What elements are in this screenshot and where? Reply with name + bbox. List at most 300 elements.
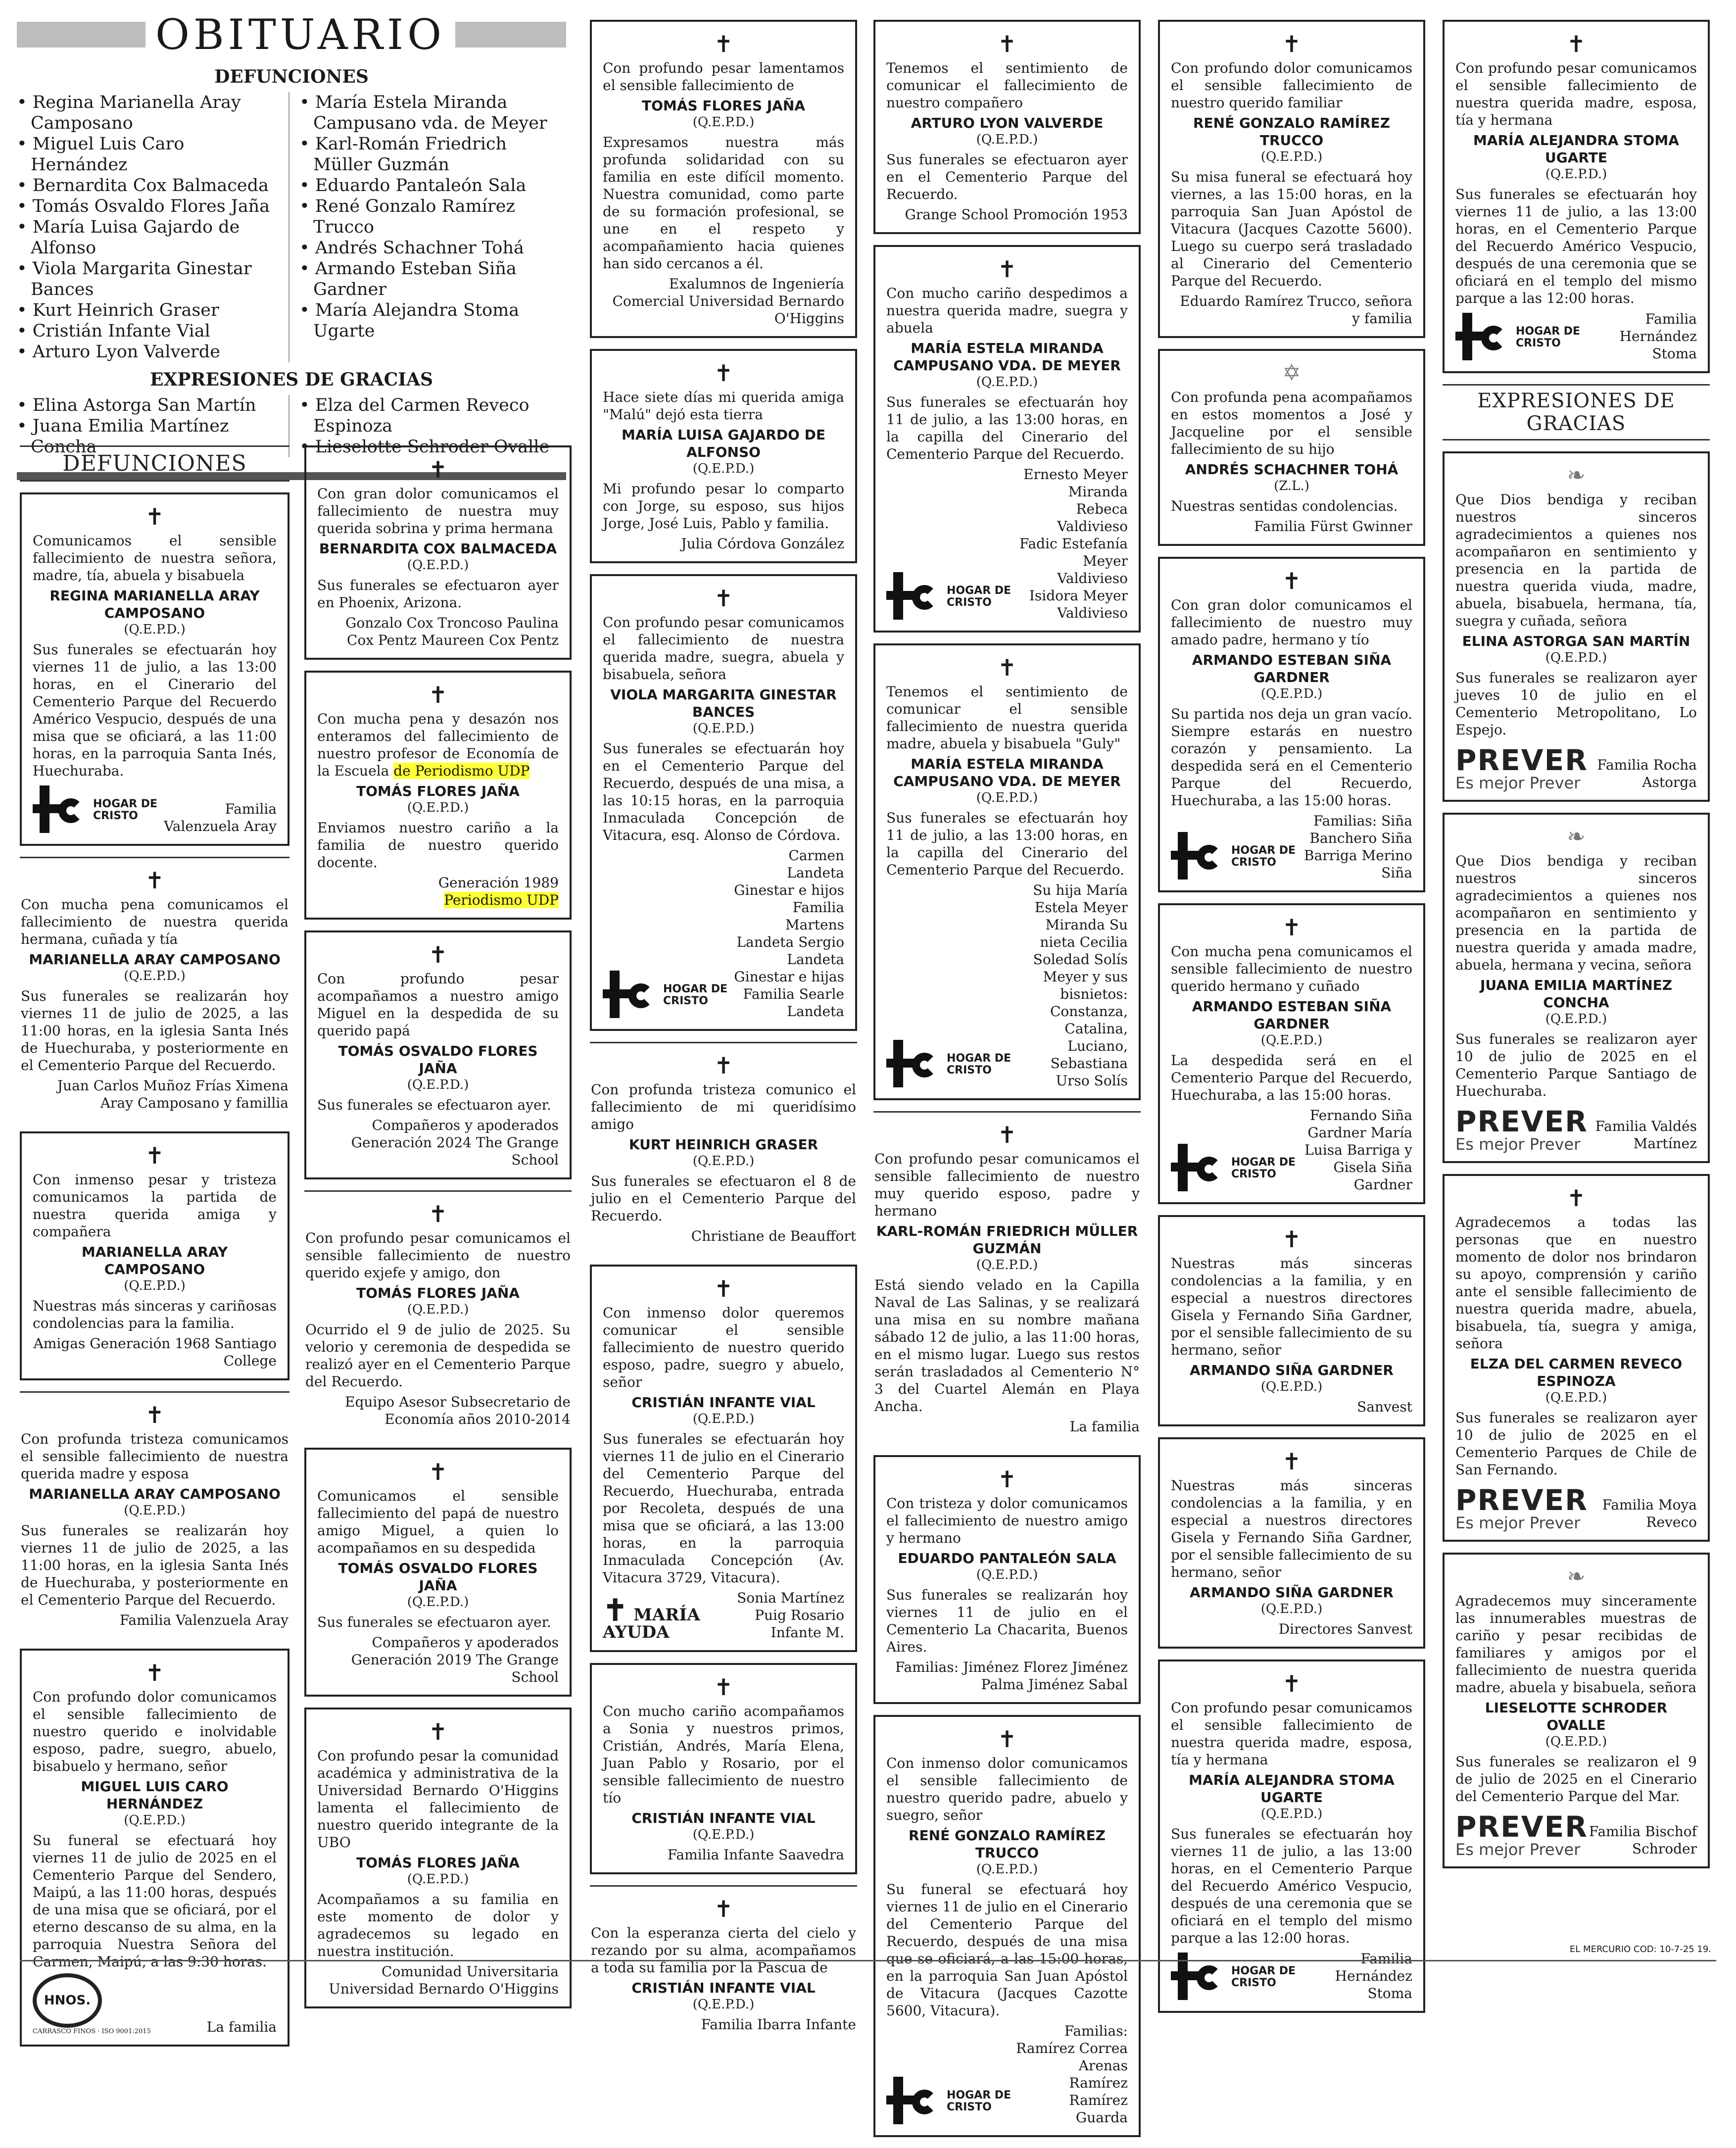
qepd-label: (Q.E.P.D.) [407, 1302, 469, 1317]
deceased-name: ARMANDO ESTEBAN SIÑA GARDNER [1192, 998, 1392, 1032]
prever-logo-tagline: Es mejor Prever [1455, 774, 1581, 792]
logo-stroke [886, 2096, 916, 2104]
cross-icon: ✝ [428, 1718, 448, 1745]
hogar-de-cristo-logo [886, 2077, 1016, 2126]
prever-logo-tagline: Es mejor Prever [1455, 1840, 1581, 1859]
logo-stroke [1197, 1157, 1221, 1181]
cross-icon: ✝ [145, 503, 164, 530]
hogar-de-cristo-mark [33, 785, 87, 835]
notice-logo-slot [1455, 310, 1585, 362]
qepd-label: (Q.E.P.D.) [692, 1154, 755, 1169]
qepd-label: (Q.E.P.D.) [124, 969, 186, 983]
logo-stroke [912, 585, 937, 610]
notice-footer [1171, 1620, 1412, 1638]
hogar-de-cristo-text: HOGAR DE CRISTO [947, 585, 1012, 609]
cross-icon: ✝ [428, 941, 448, 968]
qepd-label: (Q.E.P.D.) [407, 558, 469, 573]
qepd-label: (Q.E.P.D.) [1545, 1734, 1607, 1749]
prever-logo-tagline: Es mejor Prever [1455, 1135, 1581, 1154]
deceased-name: ANDRÉS SCHACHNER TOHÁ [1185, 461, 1398, 478]
obituary-notice [873, 1455, 1141, 1704]
notice-body: Sus funerales se efectuarán hoy 11 de julio, a las 13:00 horas, en la capilla del Cinerario del Cementerio Parque del Recuerdo. [886, 394, 1128, 462]
notice-footer [886, 2022, 1128, 2126]
obituary-notice [20, 857, 289, 1121]
obituary-notice [1443, 1553, 1710, 1868]
page-title: OBITUARIO [155, 10, 445, 59]
notice-logo-slot [1455, 1103, 1588, 1152]
cross-icon: ✝ [1282, 1448, 1302, 1475]
qepd-label: (Q.E.P.D.) [124, 1503, 186, 1518]
hnos-caption: CARRASCO FINOS · ISO 9001:2015 [33, 2028, 151, 2035]
qepd-label: (Q.E.P.D.) [692, 115, 755, 130]
hogar-de-cristo-logo [1171, 1144, 1301, 1193]
column-5 [1158, 20, 1425, 2024]
notice-signature: Familia Rocha Astorga [1597, 757, 1697, 790]
notice-intro: Comunicamos el sensible fallecimiento del papá de nuestro amigo Miguel, a quien lo acompañamos en su despedida [317, 1488, 559, 1556]
notice-body: Su misa funeral se efectuará hoy viernes, a las 15:00 horas, en la parroquia San Juan Apóstol de Vitacura (Jacques Cazotte 5600). Luego su cuerpo será trasladado al Cinerario del Cementerio Parque del Recuerdo. [1171, 169, 1412, 289]
notice-body: Sus funerales se realizaron ayer 10 de julio de 2025 en el Cementerio Parque Santiago de Huechuraba. [1455, 1031, 1697, 1099]
notice-body: Sus funerales se efectuaron ayer. [317, 1097, 551, 1113]
notice-footer [1455, 1481, 1697, 1531]
notice-intro: Con profundo pesar comunicamos el fallecimiento de nuestra querida madre, suegra, abuela y bisabuela, señora [603, 614, 844, 683]
notice-body: Mi profundo pesar lo comparto con Jorge, su esposo, sus hijos Jorge, José Luis, Pablo y familia. [603, 481, 844, 532]
notice-body: Sus funerales se efectuarán hoy viernes 11 de julio, a las 13:00 horas, en el Cinerario del Cementerio Parque del Recuerdo Américo Vespucio, después de una misa que se oficiará, a las 11:00 horas, en la parroquia Santa Inés, Huechuraba. [33, 641, 277, 779]
maria-ayuda-logo [603, 1593, 719, 1642]
notice-footer [603, 847, 844, 1020]
notice-intro: Con profundo pesar lamentamos el sensible fallecimiento de [603, 60, 844, 94]
cross-icon: ✝ [428, 1459, 448, 1485]
deceased-name: REGINA MARIANELLA ARAY CAMPOSANO [49, 587, 260, 621]
deceased-name: CRISTIÁN INFANTE VIAL [631, 1810, 816, 1826]
qepd-label: (Q.E.P.D.) [1545, 167, 1607, 182]
logo-stroke [603, 989, 632, 998]
hogar-de-cristo-text: HOGAR DE CRISTO [947, 1052, 1012, 1076]
notice-footer [603, 1846, 844, 1863]
column-4 [873, 20, 1141, 2148]
obituary-notice [304, 930, 572, 1179]
cross-icon: ✝ [1282, 568, 1302, 594]
notice-signature: Familia Bischof Schroder [1589, 1823, 1697, 1857]
notice-footer [317, 1117, 559, 1169]
qepd-label: (Q.E.P.D.) [976, 132, 1038, 147]
notice-logo-slot [1455, 741, 1588, 791]
qepd-label: (Q.E.P.D.) [407, 1595, 469, 1610]
hogar-de-cristo-logo [1171, 832, 1301, 881]
cross-icon: ✝ [997, 31, 1017, 57]
notice-signature: Grange School Promoción 1953 [905, 206, 1128, 223]
qepd-label: (Q.E.P.D.) [1260, 1602, 1323, 1616]
deceased-name: BERNARDITA COX BALMACEDA [319, 540, 557, 557]
notice-signature: Familia Valenzuela Aray [119, 1612, 289, 1628]
deceased-name: RENÉ GONZALO RAMÍREZ TRUCCO [908, 1827, 1106, 1861]
cross-icon: ✝ [997, 1122, 1017, 1148]
prever-logo [1455, 1107, 1588, 1152]
logo-stroke [886, 1059, 916, 1068]
notice-signature: Exalumnos de Ingeniería Comercial Universidad Bernardo O'Higgins [612, 276, 844, 327]
hogar-de-cristo-mark [1171, 832, 1225, 881]
notice-footer [1455, 1103, 1697, 1152]
notice-logo-slot [1455, 1808, 1588, 1857]
notice-intro: Nuestras más sinceras condolencias a la familia, y en especial a nuestros directores Gisela y Fernando Siña Gardner, por el sensible fallecimiento de su hermano, señor [1171, 1477, 1412, 1580]
footer-code: EL MERCURIO COD: 10-7-25 19. [1569, 1944, 1711, 1954]
obituary-notice [304, 445, 572, 660]
notice-signature: Sanvest [1357, 1399, 1412, 1415]
cross-icon: ✝ [1282, 31, 1302, 57]
qepd-label: (Q.E.P.D.) [976, 790, 1038, 805]
obituary-notice [590, 1042, 857, 1254]
index-name-item: • Elza del Carmen Reveco Espinoza [299, 395, 530, 436]
deceased-name: ARTURO LYON VALVERDE [911, 115, 1104, 131]
notice-intro: Con profundo pesar comunicamos el sensible fallecimiento de nuestro muy querido esposo, padre y hermano [874, 1151, 1140, 1219]
maria-ayuda-text: MARÍA AYUDA [603, 1605, 700, 1642]
notice-intro: Con mucha pena y desazón nos enteramos del fallecimiento de nuestro profesor de Economía de la Escuela de Periodismo UDP [317, 711, 559, 779]
notice-intro: Con profundo dolor comunicamos el sensible fallecimiento de nuestro querido familiar [1171, 60, 1412, 111]
notice-signature: Gonzalo Cox Troncoso Paulina Cox Pentz Maureen Cox Pentz [345, 615, 559, 648]
notice-signature: Familia Infante Saavedra [667, 1847, 844, 1863]
cross-icon: ✝ [428, 1201, 448, 1227]
notice-footer [603, 535, 844, 552]
hogar-de-cristo-logo [1455, 313, 1585, 362]
deceased-name: ARMANDO SIÑA GARDNER [1189, 1362, 1394, 1378]
qepd-label: (Q.E.P.D.) [407, 800, 469, 815]
notice-intro: Con profundo dolor comunicamos el sensible fallecimiento de nuestro querido e inolvidable esposo, padre, suegro, abuelo, bisabuelo y hermano, señor [33, 1689, 277, 1774]
obituary-notice [304, 671, 572, 920]
cross-icon: ✝ [1282, 914, 1302, 941]
cross-icon: ✝ [997, 256, 1017, 283]
notice-intro: Con tristeza y dolor comunicamos el fallecimiento de nuestro amigo y hermano [886, 1495, 1128, 1546]
obituary-notice [20, 1131, 289, 1380]
masthead [17, 10, 566, 59]
notice-body: Sus funerales se efectuarán hoy viernes 11 de julio en el Cinerario del Cementerio Parque del Recuerdo, Huechuraba, entrada por Recoleta, después de una misa que se oficiará, a las 13:00 horas, en la parroquia Inmaculada Concepción (Av. Vitacura 3729, Vitacura). [603, 1431, 844, 1586]
prever-logo-word: PREVER [1455, 1810, 1588, 1844]
deceased-name: MARÍA LUISA GAJARDO DE ALFONSO [622, 427, 825, 460]
qepd-label: (Q.E.P.D.) [1545, 650, 1607, 665]
obituary-notice [590, 1663, 857, 1874]
index-name-item: • Eduardo Pantaleón Sala [299, 176, 527, 195]
obituary-notice [304, 1448, 572, 1697]
cross-icon: ✝ [997, 654, 1017, 681]
deceased-name: EDUARDO PANTALEÓN SALA [898, 1550, 1116, 1566]
obituary-notice [1443, 813, 1710, 1163]
notice-footer [591, 2016, 856, 2033]
notice-footer [317, 1963, 559, 1998]
dove-icon: ❧ [1567, 824, 1586, 849]
notice-footer [1171, 1107, 1412, 1193]
cross-icon: ✝ [714, 1674, 733, 1701]
notice-footer [603, 275, 844, 327]
index-name-item: • Armando Esteban Siña Gardner [299, 259, 517, 299]
cross-icon: ✝ [714, 1275, 733, 1302]
logo-stroke [1455, 332, 1485, 341]
index-name-item: • Cristián Infante Vial [17, 321, 210, 341]
cross-icon: ✝ [714, 585, 733, 612]
notice-footer [591, 1227, 856, 1245]
notice-footer [1171, 1398, 1412, 1416]
obituary-notice [590, 1265, 857, 1652]
index-name-item: • Juana Emilia Martínez Concha [17, 416, 229, 457]
deceased-name: VIOLA MARGARITA GINESTAR BANCES [610, 686, 837, 720]
notice-signature: Christiane de Beauffort [691, 1228, 856, 1244]
notice-intro: Hace siete días mi querida amiga "Malú" dejó esta tierra [603, 389, 844, 423]
deceased-name: MIGUEL LUIS CARO HERNÁNDEZ [81, 1778, 229, 1812]
deceased-name: ARMANDO SIÑA GARDNER [1189, 1584, 1394, 1601]
qepd-label: (Q.E.P.D.) [692, 1412, 755, 1426]
obituary-notice [590, 1885, 857, 2042]
notice-logo-slot [603, 968, 732, 1020]
notice-logo-slot [886, 2074, 1016, 2126]
hogar-de-cristo-text: HOGAR DE CRISTO [1231, 844, 1296, 869]
deceased-name: MARIANELLA ARAY CAMPOSANO [81, 1244, 228, 1277]
cross-icon: ✝ [714, 1052, 733, 1079]
qepd-label: (Q.E.P.D.) [1260, 1806, 1323, 1821]
obituary-notice [304, 1190, 572, 1437]
masthead-bar-right [455, 22, 566, 48]
notice-signature: Julia Córdova González [681, 536, 844, 552]
notice-intro: Con inmenso pesar y tristeza comunicamos la partida de nuestra querida amiga y compañera [33, 1172, 277, 1240]
cross-icon: ✝ [1566, 1185, 1586, 1212]
notice-footer [886, 466, 1128, 622]
notice-signature: La familia [206, 2019, 277, 2035]
qepd-label: (Q.E.P.D.) [692, 461, 755, 476]
notice-signature: Familia Valdés Martínez [1595, 1118, 1697, 1152]
notice-intro: Con profundo pesar comunicamos el sensible fallecimiento de nuestro querido exjefe y amigo, don [305, 1230, 571, 1281]
obituary-notice [1158, 1215, 1425, 1426]
deceased-name: KARL-ROMÁN FRIEDRICH MÜLLER GUZMÁN [876, 1223, 1138, 1257]
hogar-de-cristo-mark [886, 572, 941, 622]
notice-body: Ocurrido el 9 de julio de 2025. Su velorio y ceremonia de despedida se realizó ayer en el Cementerio Parque del Recuerdo. [305, 1321, 571, 1390]
notice-intro: Agradecemos a todas las personas que en nuestro momento de dolor nos brindaron su apoyo, comprensión y cariño ante el sensible fallecimiento de nuestra querida madre, abuela, bisabuela, tía, suegra y amiga, señora [1455, 1214, 1697, 1352]
hnos-oval: HNOS. [33, 1973, 102, 2028]
notice-signature: Familia Valenzuela Aray [164, 801, 277, 834]
notice-footer [317, 1634, 559, 1686]
prever-logo-word: PREVER [1455, 1483, 1588, 1517]
index-name-item: • Kurt Heinrich Graser [17, 300, 219, 320]
notice-logo-slot [1171, 1950, 1301, 2002]
deceased-name: MARIANELLA ARAY CAMPOSANO [29, 1486, 281, 1502]
notice-body: Sus funerales se efectuaron el 8 de julio en el Cementerio Parque del Recuerdo. [591, 1173, 856, 1224]
notice-signature: Equipo Asesor Subsecretario de Economía años 2010-2014 [345, 1394, 571, 1427]
cross-icon: ✝ [428, 682, 448, 708]
index-name-item: • Viola Margarita Ginestar Bances [17, 259, 252, 299]
logo-stroke [1171, 1971, 1201, 1980]
notice-logo-slot [33, 782, 162, 835]
column-1 [20, 445, 289, 2057]
qepd-label: (Q.E.P.D.) [1260, 686, 1323, 701]
notice-intro: Con profundo pesar acompañamos a nuestro amigo Miguel en la despedida de su querido papá [317, 971, 559, 1039]
prever-logo [1455, 1485, 1588, 1531]
notice-intro: Que Dios bendiga y reciban nuestros sinceros agradecimientos a quienes nos acompañaron en sentimiento y presencia en la partida de nuestra querida viuda, madre, abuela, bisabuela, hermana, tía, suegra y cuñada, señora [1455, 491, 1697, 629]
masthead-bar-left [17, 22, 145, 48]
cross-icon: ✝ [714, 360, 733, 387]
qepd-label: (Q.E.P.D.) [1260, 1033, 1323, 1048]
notice-intro: Con gran dolor comunicamos el fallecimiento de nuestro muy amado padre, hermano y tío [1171, 597, 1412, 648]
cross-icon: ✝ [1566, 31, 1586, 57]
obituary-notice [873, 1715, 1141, 2137]
notice-signature: Familias: Ramírez Correa Arenas Ramírez Ramírez Guarda [1016, 2023, 1128, 2126]
notice-footer [21, 1077, 289, 1112]
obituary-notice [1443, 1174, 1710, 1542]
column-6 [1443, 20, 1710, 1879]
notice-body: Está siendo velado en la Capilla Naval de Las Salinas, y se realizará una misa en su nombre mañana sábado 12 de julio, a las 11:00 horas, en el mismo lugar. Luego sus restos serán trasladados al Cementerio N° 3 del Cuartel Alemán en Playa Ancha. [874, 1277, 1140, 1415]
deceased-name: ELINA ASTORGA SAN MARTÍN [1462, 633, 1690, 649]
notice-body: Sus funerales se efectuaron ayer en el Cementerio Parque del Recuerdo. [886, 151, 1128, 202]
index-list-left [17, 92, 289, 362]
notice-logo-slot [603, 1593, 719, 1642]
qepd-label: (Q.E.P.D.) [1545, 1390, 1607, 1405]
obituary-notice [1158, 20, 1425, 338]
notice-footer [1455, 1808, 1697, 1857]
index-name-item: • María Estela Miranda Campusano vda. de Meyer [299, 93, 547, 133]
notice-intro: Tenemos el sentimiento de comunicar el fallecimiento de nuestro compañero [886, 60, 1128, 111]
index-name-item: • Elina Astorga San Martín [17, 395, 256, 415]
cross-icon: ✝ [428, 456, 448, 483]
logo-stroke [1197, 845, 1221, 870]
logo-stroke [1197, 1965, 1221, 1990]
qepd-label: (Q.E.P.D.) [124, 622, 186, 637]
obituary-notice [873, 643, 1141, 1100]
signature-highlight: Periodismo UDP [444, 892, 559, 908]
logo-stroke [886, 591, 916, 600]
hogar-de-cristo-mark [1171, 1144, 1225, 1193]
section-title-gracias: EXPRESIONES DE GRACIAS [1443, 384, 1710, 440]
obituary-notice [590, 574, 857, 1031]
notice-body: Su funeral se efectuará hoy viernes 11 de julio en el Cinerario del Cementerio Parque del Recuerdo, después de una misa que se oficiará, a las 15:00 horas, en la parroquia San Juan Apóstol de Vitacura (Jacques Cazotte 5600, Vitacura). [886, 1881, 1128, 2019]
index-name-item: • Lieselotte Schroder Ovalle [299, 437, 550, 457]
dove-icon: ✡ [1282, 360, 1301, 386]
notice-logo-slot [886, 1037, 1016, 1089]
qepd-label: (Q.E.P.D.) [976, 1567, 1038, 1582]
obituary-notice [1158, 903, 1425, 1204]
notice-footer [1171, 812, 1412, 881]
notice-intro: Con profundo pesar comunicamos el sensible fallecimiento de nuestra querida madre, esposa, tía y hermana [1171, 1700, 1412, 1768]
notice-signature: La familia [1069, 1418, 1140, 1435]
deceased-name: MARIANELLA ARAY CAMPOSANO [29, 951, 281, 968]
notice-body: Nuestras sentidas condolencias. [1171, 498, 1398, 514]
crucifix-icon: ✝ [603, 1593, 628, 1628]
obituary-notice [20, 1391, 289, 1638]
notice-body: Sus funerales se efectuarán hoy en el Cementerio Parque del Recuerdo, después de una misa, a las 10:15 horas, en la parroquia Inmaculada Concepción de Vitacura, esq. Alonso de Córdova. [603, 740, 844, 843]
notice-footer [1455, 310, 1697, 362]
prever-logo-word: PREVER [1455, 743, 1588, 777]
qepd-label: (Q.E.P.D.) [976, 1862, 1038, 1877]
notice-intro: Tenemos el sentimiento de comunicar el sensible fallecimiento de nuestra querida madre, abuela y bisabuela "Guly" [886, 683, 1128, 752]
obituary-notice [873, 20, 1141, 234]
deceased-name: CRISTIÁN INFANTE VIAL [631, 1980, 816, 1996]
notice-body: Sus funerales se efectuaron ayer en Phoenix, Arizona. [317, 577, 559, 611]
notice-footer [33, 1973, 277, 2036]
notice-body: Enviamos nuestro cariño a la familia de nuestro querido docente. [317, 820, 559, 871]
cross-icon: ✝ [1282, 1670, 1302, 1697]
obituary-index [17, 10, 566, 483]
cross-icon: ✝ [997, 1466, 1017, 1493]
notice-signature: Familias: Siña Banchero Siña Barriga Merino Siña [1304, 813, 1412, 881]
index-name-item: • Arturo Lyon Valverde [17, 342, 220, 362]
logo-stroke [1171, 1163, 1201, 1172]
obituary-notice [873, 1111, 1141, 1444]
qepd-label: (Q.E.P.D.) [976, 375, 1038, 390]
notice-body: Sus funerales se realizarán hoy viernes 11 de julio en el Cementerio La Chacarita, Buenos Aires. [886, 1587, 1128, 1655]
index-name-item: • María Alejandra Stoma Ugarte [299, 300, 520, 341]
notice-body: Nuestras más sinceras y cariñosas condolencias para la familia. [33, 1298, 277, 1331]
notice-footer [305, 1393, 571, 1428]
deceased-name: LIESELOTTE SCHRODER OVALLE [1485, 1700, 1668, 1733]
notice-signature: Compañeros y apoderados Generación 2019 The Grange School [351, 1634, 559, 1685]
obituary-notice [304, 1708, 572, 2008]
notice-signature: Familia Ibarra Infante [701, 2016, 856, 2033]
notice-signature: Comunidad Universitaria Universidad Bernardo O'Higgins [329, 1963, 559, 1997]
column-3 [590, 20, 857, 2053]
notice-footer [21, 1611, 289, 1629]
column-2 [304, 445, 572, 2019]
notice-intro: Con la esperanza cierta del cielo y rezando por su alma, acompañamos a toda su familia por la Pascua de [591, 1925, 856, 1976]
notice-intro-highlight: de Periodismo UDP [393, 763, 530, 779]
notice-footer [317, 614, 559, 649]
notice-intro: Nuestras más sinceras condolencias a la familia, y en especial a nuestros directores Gisela y Fernando Siña Gardner, por el sensible fallecimiento de su hermano, señor [1171, 1255, 1412, 1358]
logo-stroke [912, 1053, 937, 1077]
qepd-label: (Q.E.P.D.) [1545, 1012, 1607, 1026]
deceased-name: MARÍA ESTELA MIRANDA CAMPUSANO VDA. DE MEYER [893, 340, 1121, 374]
hogar-de-cristo-text: HOGAR DE CRISTO [1231, 1965, 1296, 1989]
notice-body: Sus funerales se efectuarán hoy viernes 11 de julio, a las 13:00 horas, en el Cementerio Parque del Recuerdo Américo Vespucio, después de una ceremonia que se oficiará en el templo del mismo parque a las 12:00 horas. [1455, 186, 1697, 306]
hogar-de-cristo-mark [603, 971, 657, 1020]
dove-icon: ❧ [1567, 1564, 1586, 1589]
notice-body: Su funeral se efectuará hoy viernes 11 de julio de 2025 en el Cementerio Parque del Sendero, Maipú, a las 11:00 horas, después de una misa que se oficiará, por el eterno descanso de su alma, en la parroquia Nuestra Señora del Carmen, Maipú, a las 9:30 horas. [33, 1832, 277, 1970]
section-title-defunciones: DEFUNCIONES [20, 445, 289, 482]
notice-footer [317, 874, 559, 909]
obituary-notice [1158, 349, 1425, 546]
notice-signature: Amigas Generación 1968 Santiago College [33, 1335, 277, 1369]
index-name-item: • María Luisa Gajardo de Alfonso [17, 217, 240, 258]
notice-footer [1171, 293, 1412, 327]
carrasco-hnos-logo [33, 1973, 151, 2036]
hogar-de-cristo-text: HOGAR DE CRISTO [1231, 1156, 1296, 1180]
deceased-name: CRISTIÁN INFANTE VIAL [631, 1394, 816, 1411]
notice-body: Sus funerales se realizarán hoy viernes 11 de julio de 2025, a las 11:00 horas, en la iglesia Santa Inés de Huechuraba, y posteriormente en el Cementerio Parque del Recuerdo. [21, 988, 289, 1074]
qepd-label: (Q.E.P.D.) [692, 1997, 755, 2012]
notice-footer [1171, 1950, 1412, 2002]
cross-icon: ✝ [997, 1726, 1017, 1753]
obituary-notice [873, 245, 1141, 633]
notice-intro: Con profundo pesar la comunidad académica y administrativa de la Universidad Bernardo O'Higgins lamenta el fallecimiento de nuestro querido integrante de la UBO [317, 1748, 559, 1851]
hogar-de-cristo-logo [33, 785, 162, 835]
index-name-item: • René Gonzalo Ramírez Trucco [299, 196, 515, 237]
notice-signature: Generación 1989 Periodismo UDP [438, 875, 559, 908]
notice-intro: Con mucho cariño acompañamos a Sonia y nuestros primos, Cristián, Andrés, María Elena, Juan Pablo y Rosario, por el sensible fallecimiento de nuestro tío [603, 1703, 844, 1806]
hogar-de-cristo-text: HOGAR DE CRISTO [93, 798, 158, 822]
notice-signature: Familia Fürst Gwinner [1254, 518, 1412, 535]
qepd-label: (Q.E.P.D.) [692, 1827, 755, 1842]
qepd-label: (Q.E.P.D.) [407, 1077, 469, 1092]
notice-signature: Sonia Martínez Puig Rosario Infante M. [737, 1590, 844, 1641]
notice-signature: Directores Sanvest [1278, 1621, 1412, 1637]
index-heading-gracias: EXPRESIONES DE GRACIAS [149, 369, 434, 390]
notice-body: Sus funerales se efectuarán hoy 11 de julio, a las 13:00 horas, en la capilla del Cinerario del Cementerio Parque del Recuerdo. [886, 810, 1128, 878]
hogar-de-cristo-logo [886, 572, 1016, 622]
prever-logo-word: PREVER [1455, 1105, 1588, 1138]
notice-signature: Su hija María Estela Meyer Miranda Su nieta Cecilia Soledad Solís Meyer y sus bisnietos: Constanza, Catalina, Luciano, Sebastiana Urso Solís [1033, 882, 1128, 1089]
deceased-name: RENÉ GONZALO RAMÍREZ TRUCCO [1193, 115, 1391, 148]
notice-logo-slot [1171, 1141, 1301, 1193]
index-name-item: • Tomás Osvaldo Flores Jaña [17, 196, 270, 216]
deceased-name: TOMÁS OSVALDO FLORES JAÑA [338, 1560, 538, 1594]
logo-stroke [1171, 851, 1201, 860]
qepd-label: (Q.E.P.D.) [407, 1872, 469, 1887]
obituary-notice [1158, 1437, 1425, 1649]
notice-intro: Con profunda tristeza comunico el fallecimiento de mi queridísimo amigo [591, 1081, 856, 1132]
obituary-notice [20, 1649, 289, 2047]
notice-logo-slot [886, 569, 1016, 622]
index-heading-defunciones: DEFUNCIONES [214, 66, 369, 87]
